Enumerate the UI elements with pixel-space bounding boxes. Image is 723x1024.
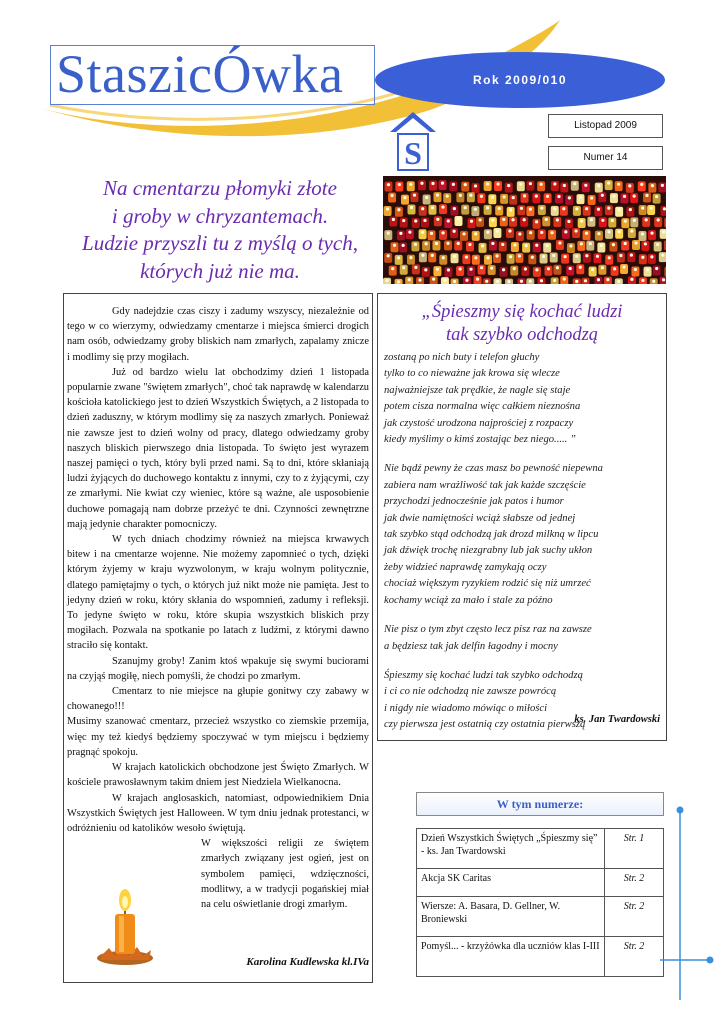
intro-poem — [65, 175, 375, 285]
intro-line: których już nie ma. — [140, 258, 300, 283]
decorative-lines — [600, 770, 723, 1024]
candle-icon — [95, 886, 155, 966]
poem-line: i ci co nie odchodzą nie zawsze powrócą — [384, 686, 557, 698]
poem-line: i nigdy nie wiadomo mówiąc o miłości — [384, 702, 548, 714]
poem-line: czy pierwsza jest ostatnią czy ostatnia pierwszą — [384, 719, 586, 731]
poem-line: Śpieszmy się kochać ludzi tak szybko odchodzą — [384, 669, 583, 681]
poem-line: jak dźwięk trochę niezgrabny lub jak suchy ukłon — [384, 545, 593, 557]
article-paragraph: Już od bardzo wielu lat obchodzimy dzień 1 listopada popularnie zwane "świętem zmarłych", choć tak naprawdę w kalendarzu kościoła katolickiego jest to dzień Wszystkich Świętych, a 2 listopada to dzień zaduszny, w którym modlimy się za naszych zmarłych. Ponieważ nie zawsze jest to dzień wolny od pracy, dlatego odwiedzamy groby naszych bliskich pierwszego dnia listopada. To święto jest wyrazem naszej pamięci o tych, który byli przed nami. Są to dni, które skłaniają ludzi żyjących do duchowego kontaktu z innymi, czy to z żyjącymi, czy ze zmarłymi. Nie kwiat czy wieniec, które są ważne, ale usposobienie duchowe pomagają nam dobrze przeżyć te dni. Czynności zewnętrzne mają jedynie charakter pomocniczy. — [67, 366, 369, 530]
poem-line: jak dwie namiętności wciąż słabsze od jednej — [384, 512, 576, 524]
poem-line: żeby widzieć naprawdę zamykają oczy — [384, 561, 547, 573]
article-paragraph: Cmentarz to nie miejsce na głupie gonitwy czy zabawy w chowanego!!! — [67, 686, 369, 713]
poem-line: a będziesz tak jak delfin łagodny i mocny — [384, 640, 558, 652]
article-paragraph: W tych dniach chodzimy również na miejsca krwawych bitew i na cmentarze wojenne. Nie możemy zapomnieć o tych, dzięki którym żyjemy w kraju wyzwolonym, w kraju wolnym politycznie, dlatego pamiętajmy o tych, o których już nikt może nie pamięta. Jest to jedyny dzień w roku, który skłania do wspomnień, zadumy i refleksji. To jedyne święto w roku, które skupia wszystkich bliskich przy mogiłach. Pozwala na spotkanie po latach z ludźmi, z którymi dawno straciło się kontakt. — [67, 534, 369, 652]
poem-author: ks. Jan Twardowski — [574, 714, 660, 725]
poem-title-line: tak szybko odchodzą — [445, 325, 599, 345]
intro-line: i groby w chryzantemach. — [111, 203, 329, 228]
article-paragraph: Musimy szanować cmentarz, przecież wszystko co ziemskie przemija, więc my też kiedyś będziemy spoczywać w tym miejscu i będziemy pragnąć spokoju. — [67, 716, 369, 758]
poem-line: przychodzi jednocześnie jak patos i humor — [384, 496, 564, 508]
toc-page: Str. 2 — [605, 869, 664, 897]
school-logo-icon — [388, 110, 438, 174]
toc-page: Str. 2 — [605, 897, 664, 937]
toc-title: Wiersze: A. Basara, D. Gellner, W. Broniewski — [417, 897, 605, 937]
poem-line: kochamy wciąż za mało i stale za późno — [384, 594, 553, 606]
poem-line: chociaż większym ryzykiem rodzić się niż umrzeć — [384, 578, 591, 590]
article-paragraph: W większości religii ze świętem zmarłych związany jest ogień, jest on symbolem pamięci, wdzięczności, modlitwy, a w tradycji pogańskiej miał na celu oświetlanie drogi zmarłym. — [201, 838, 369, 910]
toc-page: Str. 2 — [605, 937, 664, 977]
poem-line: Nie pisz o tym zbyt często lecz pisz raz na zawsze — [384, 624, 592, 636]
poem-line: najważniejsze tak prędkie, że nagle się staje — [384, 384, 571, 396]
poem-line: tak szybko stąd odchodzą jak drozd milkną w lipcu — [384, 529, 599, 541]
toc-title: Akcja SK Caritas — [417, 869, 605, 897]
in-this-issue-header: W tym numerze: — [416, 792, 664, 816]
article-paragraph: Szanujmy groby! Zanim ktoś wpakuje się swymi buciorami na czyjąś mogiłę, niech pomyśli, że chodzi po zmarłym. — [67, 655, 369, 682]
article-signature: Karolina Kudlewska kl.IVa — [246, 956, 369, 968]
poem-line: tylko to co nieważne jak krowa się wlecze — [384, 368, 560, 380]
toc-title: Pomyśl... - krzyżówka dla uczniów klas I-III — [417, 937, 605, 977]
school-year: Rok 2009/010 — [472, 73, 568, 87]
poem-line: kiedy myślimy o kimś zostając bez niego..... ” — [384, 434, 576, 446]
newspaper-title: StaszicÓwka — [56, 44, 344, 104]
poem-line: zabiera nam wrażliwość tak jak każde szczęście — [384, 479, 586, 491]
poem-line: jak czystość urodzona najprościej z rozpaczy — [384, 417, 574, 429]
article-paragraph: W krajach anglosaskich, natomiast, odpowiednikiem Dnia Wszystkich Świętych jest Halloween. W tym dniu jednak protestanci, w odróżnieniu od katolików wesoło świętują. — [67, 792, 369, 834]
intro-line: Ludzie przyszli tu z myślą o tych, — [82, 231, 358, 255]
article-body — [67, 304, 369, 912]
poem-title — [380, 301, 664, 347]
poem-body — [384, 350, 664, 734]
svg-text:S: S — [404, 135, 422, 171]
cemetery-candles-photo — [383, 176, 666, 284]
toc-title: Dzień Wszystkich Świętych „Śpieszmy się” - ks. Jan Twardowski — [417, 829, 605, 869]
poem-line: potem cisza normalna więc całkiem nieznośna — [384, 401, 581, 413]
article-paragraph: Gdy nadejdzie czas ciszy i zadumy wszyscy, niezależnie od tego w co wierzymy, odwiedzamy cmentarze i miejsca śmierci drogich nam osób, odwiedzamy groby bliskich nam zmarłych, zapalamy znicze i modlimy się przy mogiłach. — [67, 306, 369, 363]
poem-line: Nie bądź pewny że czas masz bo pewność niepewna — [384, 463, 603, 475]
toc-page: Str. 1 — [605, 829, 664, 869]
issue-number: Numer 14 — [548, 146, 663, 170]
poem-line: zostaną po nich buty i telefon głuchy — [384, 352, 540, 363]
poem-title-line: „Śpieszmy się kochać ludzi — [421, 302, 623, 322]
article-paragraph: W krajach katolickich obchodzone jest Święto Zmarłych. W kościele prawosławnym takim dniem jest Niedziela Wielkanocna. — [67, 762, 369, 789]
issue-month: Listopad 2009 — [548, 114, 663, 138]
intro-line: Na cmentarzu płomyki złote — [103, 176, 337, 200]
